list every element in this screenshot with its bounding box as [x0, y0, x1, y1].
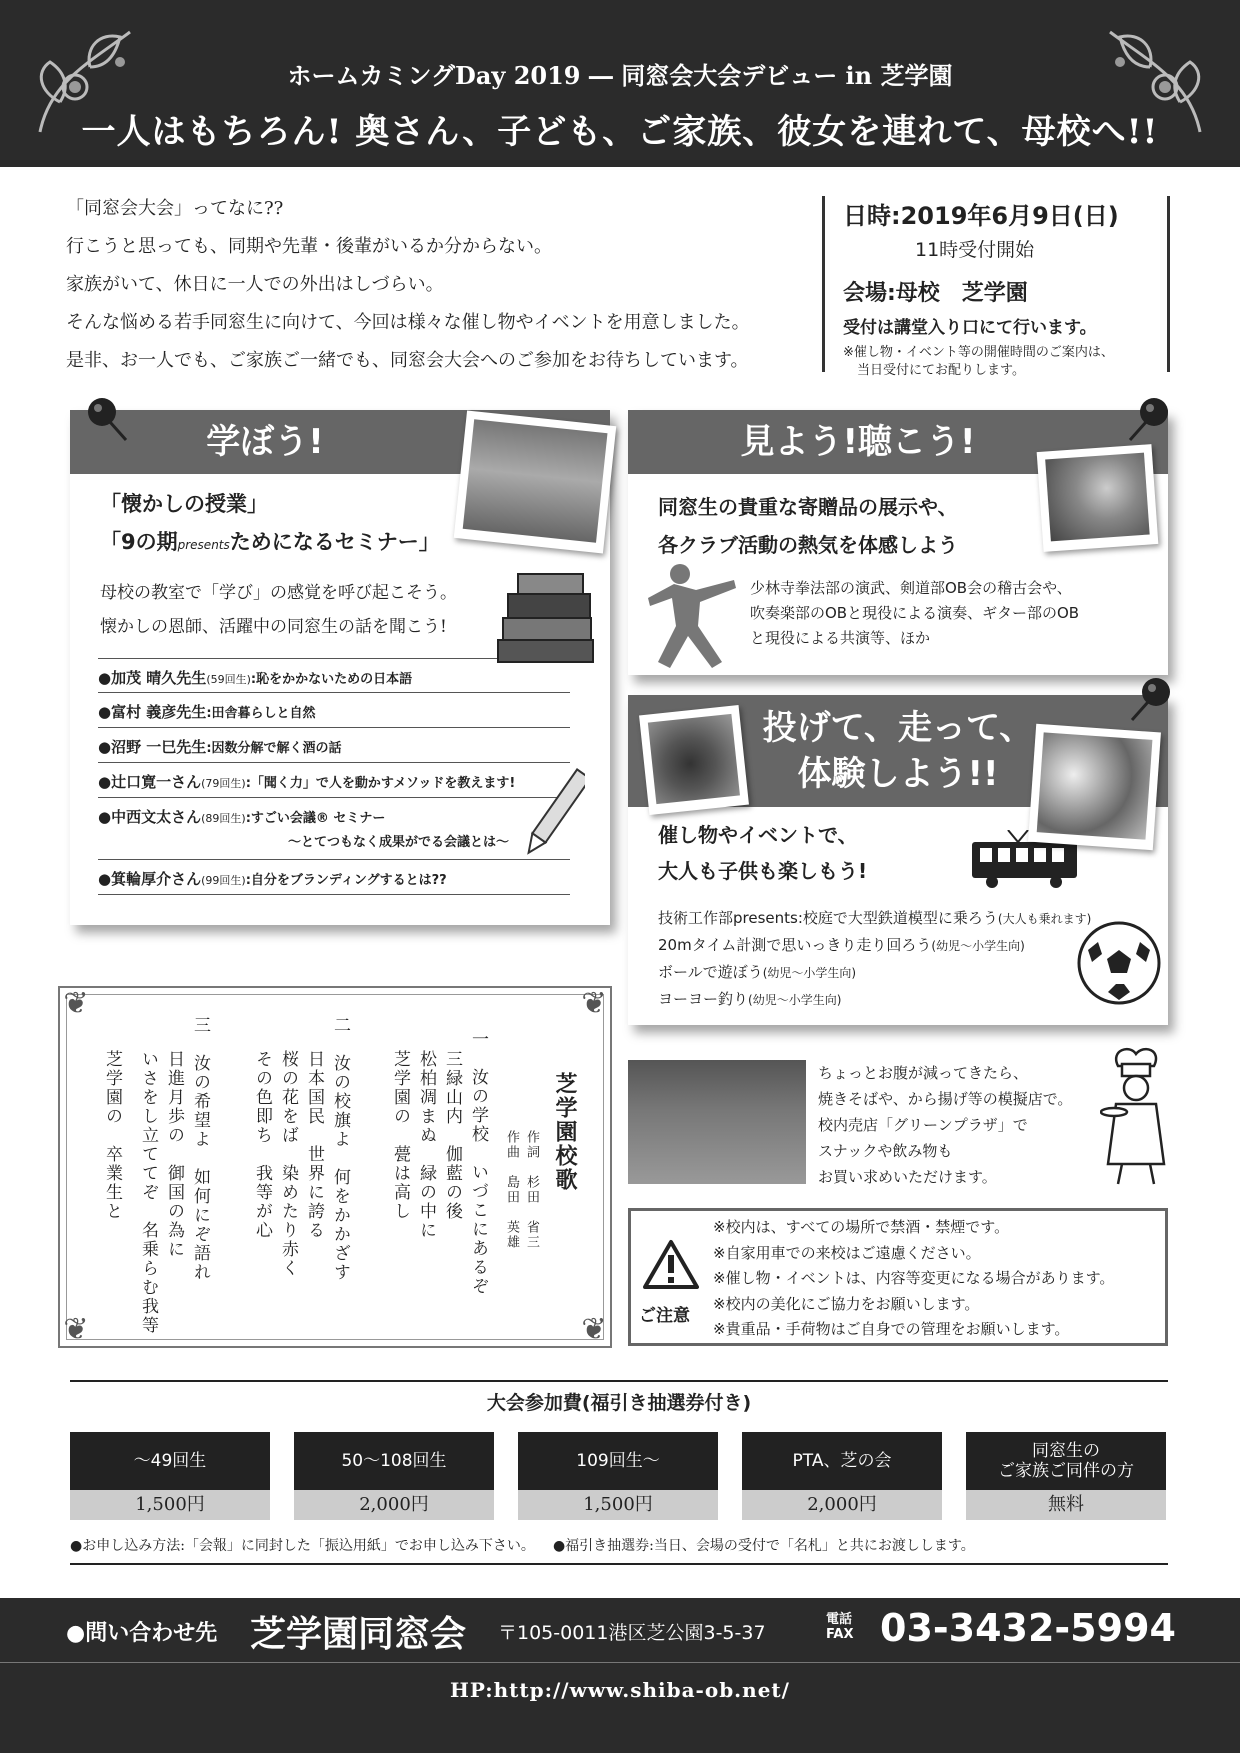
contact-bar	[0, 1598, 1240, 1662]
seminar-row	[98, 728, 570, 763]
fax-label: FAX	[826, 1627, 854, 1642]
song-line: 松柏凋まぬ 緑の中に	[416, 1050, 436, 1240]
song-line: 日本国民 世界に誇る	[304, 1050, 324, 1240]
seminar-name: ●加茂 晴久先生	[98, 669, 207, 687]
fee-price: 1,500円	[518, 1490, 718, 1520]
pencil-icon	[525, 765, 585, 865]
watch-heading-line: 同窓生の貴重な寄贈品の展示や、	[658, 495, 958, 519]
snack-line: スナックや飲み物も	[818, 1142, 953, 1160]
seminar-gen: (99回生)	[201, 874, 246, 887]
header-subtitle: ホームカミングDay 2019 ― 同窓会大会デビュー in 芝学園	[287, 61, 953, 90]
event-venue: 会場:母校 芝学園	[843, 281, 1028, 306]
seminar-gen: (79回生)	[201, 777, 246, 790]
homepage-bar	[0, 1662, 1240, 1753]
snack-text	[818, 1060, 1108, 1190]
classroom-photo	[454, 411, 617, 554]
play-item-text: ボールで遊ぼう	[658, 963, 763, 981]
play-item-note: (幼児〜小学生向)	[931, 939, 1025, 953]
learn-heading-part: ためになるセミナー」	[229, 530, 440, 554]
event-note-line: ※催し物・イベント等の開催時間のご案内は、	[843, 345, 1114, 360]
play-heading	[658, 817, 867, 889]
watch-title-text: 見よう!聴こう!	[740, 422, 976, 462]
play-list	[658, 905, 1091, 1013]
learn-title-text: 学ぼう!	[206, 422, 324, 462]
learn-heading-presents: presents	[177, 538, 230, 552]
baseball-glove-photo	[639, 705, 749, 815]
tel-fax-label	[826, 1612, 853, 1642]
song-line: 芝学園の 卒業生と	[102, 1050, 122, 1221]
intro-line: 「同窓会大会」ってなに??	[66, 198, 284, 219]
header-title: 一人はもちろん! 奥さん、子ども、ご家族、彼女を連れて、母校へ!!	[81, 112, 1159, 152]
fee-category: 109回生〜	[518, 1432, 718, 1490]
intro-line: 行こうと思っても、同期や先輩・後輩がいるか分からない。	[66, 236, 552, 257]
fee-item	[70, 1432, 270, 1520]
play-heading-line: 催し物やイベントで、	[658, 823, 858, 847]
school-song-title: 芝学園校歌	[552, 1072, 578, 1192]
seminar-topic: :「聞く力」で人を動かすメソッドを教えます!	[245, 776, 516, 791]
caution-item: ※校内は、すべての場所で禁酒・禁煙です。	[713, 1218, 1010, 1236]
event-time: 11時受付開始	[915, 239, 1035, 261]
play-list-item	[658, 959, 1091, 986]
seminar-topic: :恥をかかないための日本語	[250, 672, 413, 687]
play-list-item	[658, 932, 1091, 959]
intro-line: 家族がいて、休日に一人での外出はしづらい。	[66, 274, 444, 295]
ornament-icon: ❦	[581, 986, 607, 1021]
application-note: ●お申し込み方法:「会報」に同封した「振込用紙」でお申し込み下さい。	[70, 1538, 535, 1554]
seminar-topic: :すごい会議® セミナー	[245, 811, 386, 826]
fees-title: 大会参加費(福引き抽選券付き)	[70, 1380, 1168, 1415]
ornament-icon: ❦	[581, 1312, 607, 1347]
pushpin-icon	[1120, 388, 1180, 448]
song-line: 二 汝の校旗よ 何をかかざす	[330, 1016, 350, 1282]
saxophone-photo	[1037, 444, 1159, 552]
caution-list	[713, 1215, 1114, 1343]
caution-item: ※貴重品・手荷物はご自身での管理をお願いします。	[713, 1320, 1070, 1338]
ornament-icon: ❦	[63, 1312, 89, 1347]
play-heading-line: 大人も子供も楽しもう!	[658, 859, 868, 883]
caution-box	[628, 1208, 1168, 1346]
intro-line: そんな悩める若手同窓生に向けて、今回は様々な催し物やイベントを用意しました。	[66, 312, 750, 333]
snack-line: 焼きそばや、から揚げ等の模擬店で。	[818, 1090, 1073, 1108]
song-line: 三 汝の希望よ 如何にぞ語れ	[190, 1016, 210, 1282]
learn-heading	[100, 526, 440, 556]
snack-line: 校内売店「グリーンプラザ」で	[818, 1116, 1028, 1134]
seminar-gen: (89回生)	[201, 812, 246, 825]
homepage-link[interactable]: HP:http://www.shiba-ob.net/	[450, 1678, 790, 1702]
play-item-text: 技術工作部presents:校庭で大型鉄道模型に乗ろう	[658, 909, 998, 927]
school-song-composer: 作曲 島田 英雄	[504, 1130, 519, 1250]
fee-price: 2,000円	[742, 1490, 942, 1520]
fee-category: PTA、芝の会	[742, 1432, 942, 1490]
ornament-icon: ❦	[63, 986, 89, 1021]
learn-description-line: 母校の教室で「学び」の感覚を呼び起こそう。	[100, 583, 457, 603]
play-item-note: (大人も乗れます)	[997, 912, 1092, 926]
seminar-name: ●富村 義彦先生	[98, 703, 207, 721]
warning-icon	[643, 1239, 699, 1291]
watch-heading-line: 各クラブ活動の熱気を体感しよう	[658, 533, 958, 557]
watch-description-line: 少林寺拳法部の演武、剣道部OB会の稽古会や、	[750, 579, 1072, 597]
seminar-row	[98, 693, 570, 728]
books-icon	[488, 570, 603, 670]
contact-label: ●問い合わせ先	[66, 1621, 218, 1646]
song-line: 一 汝の学校 いづこにあるぞ	[468, 1030, 488, 1296]
contact-address: 〒105-0011港区芝公園3-5-37	[498, 1622, 766, 1644]
soccer-ball-icon	[1076, 920, 1162, 1006]
seminar-row	[98, 798, 570, 860]
play-item-note: (幼児〜小学生向)	[748, 993, 842, 1007]
contact-phone: 03-3432-5994	[880, 1606, 1176, 1650]
fee-price: 無料	[966, 1490, 1166, 1520]
song-line: いさをし立ててぞ 名乗らむ我等	[138, 1050, 158, 1335]
header-banner	[0, 0, 1240, 167]
seminar-row	[98, 763, 570, 798]
yoyo-balloons-photo	[1028, 724, 1161, 850]
snack-line: お買い求めいただけます。	[818, 1168, 997, 1186]
seminar-name: ●沼野 一巳先生	[98, 738, 207, 756]
seminar-row	[98, 860, 570, 895]
fee-price: 2,000円	[294, 1490, 494, 1520]
seminar-name: ●辻口寛一さん	[98, 773, 202, 791]
lottery-note: ●福引き抽選券:当日、会場の受付で「名札」と共にお渡しします。	[552, 1538, 975, 1554]
song-line: その色即ち 我等が心	[252, 1050, 272, 1240]
play-list-item	[658, 905, 1091, 932]
event-note-line: 当日受付にてお配りします。	[857, 363, 1025, 378]
seminar-name: ●中西文太さん	[98, 808, 202, 826]
seminar-subtitle: 〜とてつもなく成果がでる会議とは〜	[288, 835, 510, 850]
intro-text	[66, 196, 806, 386]
event-date: 日時:2019年6月9日(日)	[843, 202, 1119, 230]
event-note	[843, 344, 1167, 380]
food-stall-photo	[628, 1060, 806, 1184]
watch-description-line: 吹奏楽部のOBと現役による演奏、ギター部のOB	[750, 604, 1080, 622]
seminar-name: ●箕輪厚介さん	[98, 870, 202, 888]
learn-heading: 「懐かしの授業」	[100, 492, 268, 516]
pushpin-icon	[1122, 668, 1182, 728]
seminar-topic: :田舎暮らしと自然	[206, 706, 316, 721]
learn-description	[100, 576, 457, 644]
play-title-line: 投げて、走って、	[762, 708, 1034, 748]
event-reception: 受付は講堂入り口にて行います。	[843, 318, 1097, 338]
play-item-note: (幼児〜小学生向)	[762, 966, 857, 980]
song-line: 桜の花をば 染めたり赤く	[278, 1050, 298, 1278]
fee-item	[966, 1432, 1166, 1520]
song-line: 芝学園の 甍は高し	[390, 1050, 410, 1221]
learn-heading-part: 「9の期	[100, 530, 178, 554]
play-title-line: 体験しよう!!	[797, 754, 999, 794]
play-item-text: ヨーヨー釣り	[658, 990, 749, 1008]
event-info	[822, 196, 1170, 378]
fee-category: 同窓生の ご家族ご同伴の方	[966, 1432, 1166, 1490]
song-line: 三緑山内 伽藍の後	[442, 1050, 462, 1221]
song-line: 日進月歩の 御国の為に	[164, 1050, 184, 1259]
school-song-lyricist: 作詞 杉田 省三	[524, 1130, 539, 1250]
caution-item: ※校内の美化にご協力をお願いします。	[713, 1294, 980, 1313]
fee-item	[742, 1432, 942, 1520]
fee-notes	[70, 1535, 1168, 1565]
learn-description-line: 懐かしの恩師、活躍中の同窓生の話を聞こう!	[100, 617, 447, 637]
watch-description	[750, 576, 1150, 651]
play-item-text: 20mタイム計測で思いっきり走り回ろう	[658, 936, 932, 954]
fee-price: 1,500円	[70, 1490, 270, 1520]
seminar-topic: :因数分解で解く酒の話	[206, 741, 342, 756]
fee-category: 〜49回生	[70, 1432, 270, 1490]
tel-label: 電話	[826, 1612, 853, 1627]
play-list-item	[658, 986, 1091, 1013]
fee-item	[294, 1432, 494, 1520]
contact-organization: 芝学園同窓会	[250, 1614, 467, 1655]
pushpin-icon	[76, 388, 136, 448]
intro-line: 是非、お一人でも、ご家族ご一緒でも、同窓会大会へのご参加をお待ちしています。	[66, 350, 749, 371]
watch-heading	[658, 488, 958, 564]
fee-category: 50〜108回生	[294, 1432, 494, 1490]
seminar-gen: (59回生)	[206, 673, 251, 686]
chef-icon	[1100, 1046, 1172, 1188]
caution-item: ※自家用車での来校はご遠慮ください。	[713, 1243, 981, 1262]
caution-label: ご注意	[639, 1306, 690, 1326]
caution-item: ※催し物・イベントは、内容等変更になる場合があります。	[713, 1269, 1115, 1287]
snack-line: ちょっとお腹が減ってきたら、	[818, 1064, 1029, 1082]
martial-arts-figure-icon	[644, 562, 740, 674]
watch-description-line: と現役による共演等、ほか	[750, 629, 931, 647]
fee-item	[518, 1432, 718, 1520]
footer-divider	[0, 1662, 1240, 1663]
seminar-topic: :自分をブランディングするとは??	[245, 873, 447, 888]
